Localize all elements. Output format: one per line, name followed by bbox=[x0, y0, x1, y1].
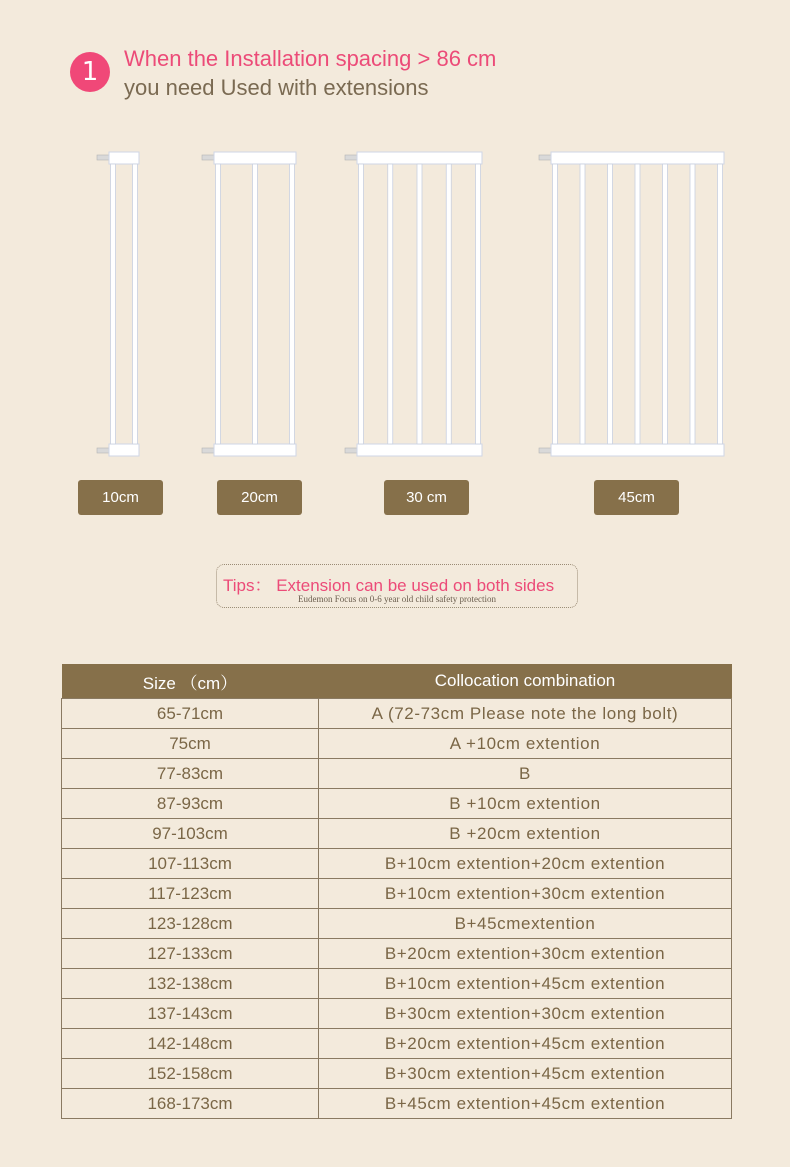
size-label-30cm: 30 cm bbox=[384, 480, 469, 515]
size-cell: 142-148cm bbox=[62, 1029, 319, 1059]
table-body bbox=[62, 699, 732, 1119]
combination-cell: B+30cm extention+30cm extention bbox=[319, 999, 732, 1029]
gate-bar bbox=[417, 164, 422, 444]
size-cell: 97-103cm bbox=[62, 819, 319, 849]
size-cell: 137-143cm bbox=[62, 999, 319, 1029]
gate-bar bbox=[663, 164, 668, 444]
combination-cell: B+30cm extention+45cm extention bbox=[319, 1059, 732, 1089]
gate-bar bbox=[690, 164, 695, 444]
table-row bbox=[62, 849, 732, 879]
combination-cell: A +10cm extention bbox=[319, 729, 732, 759]
size-label-45cm: 45cm bbox=[594, 480, 679, 515]
gate-bar bbox=[359, 164, 364, 444]
combination-cell: A (72-73cm Please note the long bolt) bbox=[319, 699, 732, 729]
table-row bbox=[62, 1029, 732, 1059]
extension-30cm-image bbox=[343, 150, 488, 462]
header-size: Size （cm） bbox=[62, 664, 319, 699]
combination-cell: B+45cmextention bbox=[319, 909, 732, 939]
gate-bar bbox=[133, 164, 138, 444]
table-row bbox=[62, 909, 732, 939]
gate-bar bbox=[446, 164, 451, 444]
size-cell: 117-123cm bbox=[62, 879, 319, 909]
table-row bbox=[62, 1089, 732, 1119]
gate-bar bbox=[476, 164, 481, 444]
heading-line-2: you need Used with extensions bbox=[124, 75, 429, 100]
table-header-row bbox=[62, 664, 732, 699]
combination-cell: B+10cm extention+45cm extention bbox=[319, 969, 732, 999]
tips-sub-text: Eudemon Focus on 0-6 year old child safety protection bbox=[298, 594, 496, 604]
collocation-table bbox=[61, 664, 732, 1119]
combination-cell: B+45cm extention+45cm extention bbox=[319, 1089, 732, 1119]
combination-cell: B +20cm extention bbox=[319, 819, 732, 849]
gate-bar bbox=[635, 164, 640, 444]
combination-cell: B+20cm extention+45cm extention bbox=[319, 1029, 732, 1059]
tips-box bbox=[216, 564, 578, 608]
table-row bbox=[62, 969, 732, 999]
size-cell: 127-133cm bbox=[62, 939, 319, 969]
combination-cell: B+10cm extention+30cm extention bbox=[319, 879, 732, 909]
gate-bar bbox=[216, 164, 221, 444]
size-label-10cm: 10cm bbox=[78, 480, 163, 515]
size-label-20cm: 20cm bbox=[217, 480, 302, 515]
size-cell: 65-71cm bbox=[62, 699, 319, 729]
table-row bbox=[62, 729, 732, 759]
table-row bbox=[62, 939, 732, 969]
size-cell: 87-93cm bbox=[62, 789, 319, 819]
combination-cell: B +10cm extention bbox=[319, 789, 732, 819]
size-cell: 168-173cm bbox=[62, 1089, 319, 1119]
table-row bbox=[62, 879, 732, 909]
table-row bbox=[62, 819, 732, 849]
gate-bar bbox=[553, 164, 558, 444]
combination-cell: B bbox=[319, 759, 732, 789]
gate-bar bbox=[608, 164, 613, 444]
gate-bar bbox=[388, 164, 393, 444]
gate-bar bbox=[253, 164, 258, 444]
gate-bar bbox=[580, 164, 585, 444]
heading-line-1: When the Installation spacing > 86 cm bbox=[124, 46, 497, 71]
gate-bar bbox=[290, 164, 295, 444]
combination-cell: B+20cm extention+30cm extention bbox=[319, 939, 732, 969]
extension-20cm-image bbox=[200, 150, 302, 462]
header-combination: Collocation combination bbox=[319, 664, 732, 699]
tips-main-text: Tips： Extension can be used on both sides bbox=[223, 576, 555, 595]
size-cell: 123-128cm bbox=[62, 909, 319, 939]
table-row bbox=[62, 1059, 732, 1089]
gate-bar bbox=[718, 164, 723, 444]
size-cell: 77-83cm bbox=[62, 759, 319, 789]
table-row bbox=[62, 999, 732, 1029]
table-row bbox=[62, 699, 732, 729]
table-row bbox=[62, 789, 732, 819]
step-badge: 1 bbox=[70, 52, 110, 92]
size-cell: 132-138cm bbox=[62, 969, 319, 999]
extension-45cm-image bbox=[537, 150, 730, 462]
size-cell: 152-158cm bbox=[62, 1059, 319, 1089]
extension-10cm-image bbox=[95, 150, 145, 462]
size-cell: 75cm bbox=[62, 729, 319, 759]
size-cell: 107-113cm bbox=[62, 849, 319, 879]
table-row bbox=[62, 759, 732, 789]
combination-cell: B+10cm extention+20cm extention bbox=[319, 849, 732, 879]
gate-bar bbox=[111, 164, 116, 444]
